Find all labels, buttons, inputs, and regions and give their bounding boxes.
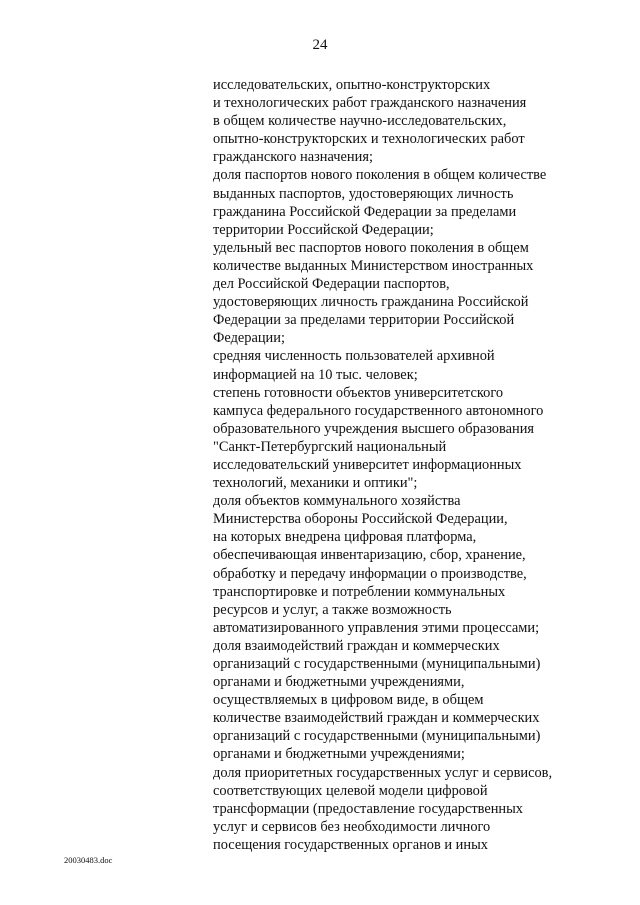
text-line: транспортировке и потреблении коммунальных [213,583,506,600]
text-line: средняя численность пользователей архивной [213,348,495,365]
text-line: гражданина Российской Федерации за пределами [213,203,517,220]
document-body-text [213,76,593,854]
text-line: посещения государственных органов и иных [213,836,488,853]
text-line: ресурсов и услуг, а также возможность [213,601,452,618]
text-line: обработку и передачу информации о производстве, [213,565,527,582]
text-line: дел Российской Федерации паспортов, [213,276,450,293]
text-line: организаций с государственными (муниципальными) [213,656,541,672]
text-line: организаций с государственными (муниципальными) [213,728,541,745]
text-line: кампуса федерального государственного автономного [213,402,544,419]
text-line: Федерации; [213,330,285,347]
text-line: технологий, механики и оптики"; [213,475,418,492]
text-line: доля паспортов нового поколения в общем количестве [213,167,547,184]
text-line: опытно-конструкторских и технологических работ [213,131,525,148]
text-line: Министерства обороны Российской Федерации, [213,511,508,528]
text-line: Федерации за пределами территории Российской [213,312,515,329]
text-line: доля объектов коммунального хозяйства [213,493,461,510]
text-line: трансформации (предоставление государственных [213,800,523,817]
text-line: количестве взаимодействий граждан и коммерческих [213,710,540,727]
text-line: осуществляемых в цифровом виде, в общем [213,692,484,709]
footer-file-name: 20030483.doc [64,855,113,865]
text-line: доля взаимодействий граждан и коммерческих [213,637,500,654]
text-line: и технологических работ гражданского назначения [213,95,527,112]
text-line: исследовательских, опытно-конструкторских [213,77,491,93]
text-line: на которых внедрена цифровая платформа, [213,529,477,546]
text-line: доля приоритетных государственных услуг и сервисов, [213,764,553,781]
text-line: информацией на 10 тыс. человек; [213,366,418,383]
text-line: количестве выданных Министерством иностранных [213,257,534,274]
text-line: в общем количестве научно-исследовательских, [213,113,507,130]
text-line: удостоверяющих личность гражданина Российской [213,294,529,311]
text-line: выданных паспортов, удостоверяющих личность [213,185,514,202]
text-line: услуг и сервисов без необходимости личного [213,818,491,835]
text-line: территории Российской Федерации; [213,221,434,238]
text-line: автоматизированного управления этими процессами; [213,619,540,636]
text-line: органами и бюджетными учреждениями; [213,746,465,763]
text-line: "Санкт-Петербургский национальный [213,438,447,455]
text-line: органами и бюджетными учреждениями, [213,674,465,691]
text-line: обеспечивающая инвентаризацию, сбор, хранение, [213,547,526,564]
page-number: 24 [312,37,328,53]
text-line: степень готовности объектов университетского [213,384,504,401]
text-line: гражданского назначения; [213,149,373,166]
text-line: образовательного учреждения высшего образования [213,420,535,437]
text-line: удельный вес паспортов нового поколения в общем [213,239,529,256]
text-line: исследовательский университет информационных [213,456,522,473]
text-line: соответствующих целевой модели цифровой [213,782,488,799]
